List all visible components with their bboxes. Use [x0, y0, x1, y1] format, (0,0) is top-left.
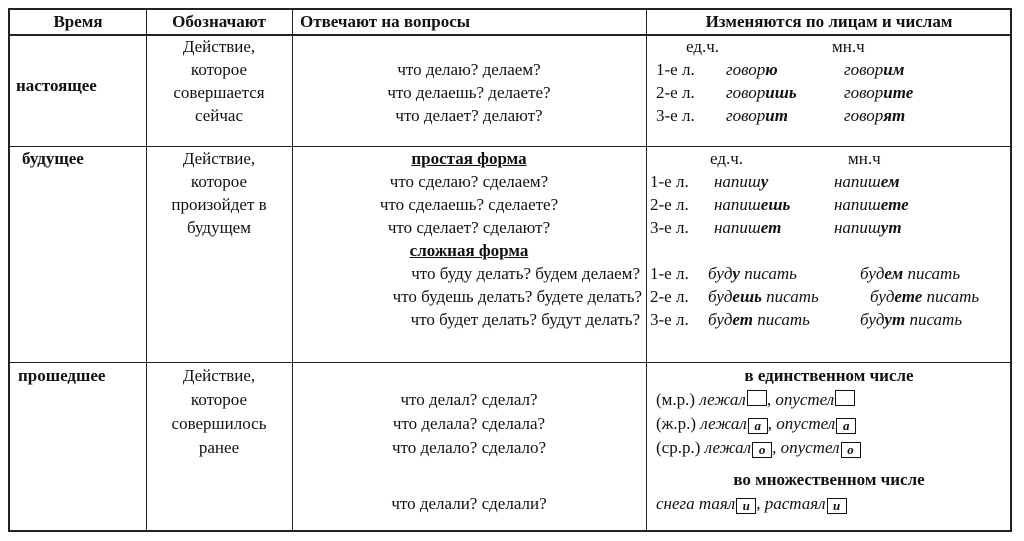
ending-box: и — [827, 498, 847, 514]
tense-past: прошедшее — [18, 366, 106, 385]
verb-form: буду писать — [708, 264, 797, 283]
singular-label: ед.ч. — [710, 149, 744, 168]
meaning-line: сейчас — [194, 106, 244, 125]
ending-box: а — [748, 418, 768, 434]
person-label: 1-е л. — [656, 60, 695, 79]
ending-box — [747, 390, 767, 406]
tense-table — [8, 8, 1012, 532]
person-label: 2-е л. — [650, 287, 689, 306]
verb-form: напишешь — [714, 195, 791, 214]
question-line: что делаю? делаем? — [397, 60, 541, 79]
meaning-line: будущем — [187, 218, 251, 237]
ending-box: а — [836, 418, 856, 434]
header-questions: Отвечают на вопросы — [300, 12, 471, 31]
past-form-row: (м.р.) лежал , опустел — [656, 390, 855, 410]
meaning-line: Действие, — [182, 149, 256, 168]
verb-form: напишет — [714, 218, 782, 237]
verb-form: говорят — [844, 106, 906, 125]
meaning-line: которое — [190, 60, 248, 79]
past-plural-row: снега таял и , растаял и — [656, 494, 847, 514]
plural-label: мн.ч — [832, 37, 865, 56]
question-line: что будешь делать? будете делать? — [392, 287, 642, 306]
verb-form: будешь писать — [708, 287, 819, 306]
question-line: что будет делать? будут делать? — [410, 310, 640, 329]
person-label: 2-е л. — [650, 195, 689, 214]
plural-title: во множественном числе — [733, 470, 925, 489]
person-label: 2-е л. — [656, 83, 695, 102]
verb-form: напишут — [834, 218, 902, 237]
meaning-line: совершается — [173, 83, 265, 102]
ending-box: о — [841, 442, 861, 458]
plural-label: мн.ч — [848, 149, 881, 168]
verb-form: будем писать — [860, 264, 961, 283]
meaning-line: ранее — [198, 438, 240, 457]
question-line: что делал? сделал? — [400, 390, 538, 409]
verb-form: напишем — [834, 172, 900, 191]
question-line: что сделаешь? сделаете? — [379, 195, 559, 214]
meaning-line: Действие, — [182, 37, 256, 56]
tense-future: будущее — [22, 149, 84, 168]
question-line: что делала? сделала? — [392, 414, 546, 433]
header-time: Время — [53, 12, 103, 31]
past-form-row: (ж.р.) лежал а , опустел а — [656, 414, 856, 434]
row-divider — [10, 362, 1010, 363]
verb-form: будете писать — [870, 287, 980, 306]
past-form-row: (ср.р.) лежал о , опустел о — [656, 438, 861, 458]
verb-form: говорит — [726, 106, 788, 125]
verb-form: будет писать — [708, 310, 810, 329]
header-divider — [10, 34, 1010, 36]
col-divider — [646, 10, 647, 530]
person-label: 1-е л. — [650, 172, 689, 191]
meaning-line: совершилось — [171, 414, 267, 433]
ending-box — [835, 390, 855, 406]
meaning-line: произойдет в — [171, 195, 267, 214]
question-line: что делает? делают? — [395, 106, 543, 125]
row-divider — [10, 146, 1010, 147]
verb-form: напишете — [834, 195, 909, 214]
meaning-line: которое — [190, 172, 248, 191]
question-line: что сделаю? сделаем? — [389, 172, 549, 191]
question-line: что делаешь? делаете? — [387, 83, 551, 102]
meaning-line: Действие, — [182, 366, 256, 385]
question-line: что сделает? сделают? — [387, 218, 551, 237]
verb-form: говорю — [726, 60, 778, 79]
person-label: 3-е л. — [650, 218, 689, 237]
ending-box: и — [736, 498, 756, 514]
singular-label: ед.ч. — [686, 37, 720, 56]
verb-form: будут писать — [860, 310, 963, 329]
complex-form-title: сложная форма — [409, 241, 529, 260]
question-line: что делали? сделали? — [391, 494, 547, 513]
header-meaning: Обозначают — [172, 12, 266, 31]
verb-form: говоришь — [726, 83, 797, 102]
ending-box: о — [752, 442, 772, 458]
simple-form-title: простая форма — [411, 149, 527, 168]
person-label: 3-е л. — [656, 106, 695, 125]
tense-present: настоящее — [16, 76, 97, 95]
person-label: 3-е л. — [650, 310, 689, 329]
question-line: что буду делать? будем делаем? — [411, 264, 640, 283]
header-changes: Изменяются по лицам и числам — [705, 12, 953, 31]
person-label: 1-е л. — [650, 264, 689, 283]
verb-form: говорим — [844, 60, 905, 79]
verb-form: говорите — [844, 83, 914, 102]
singular-title: в единственном числе — [744, 366, 914, 385]
question-line: что делало? сделало? — [391, 438, 547, 457]
meaning-line: которое — [190, 390, 248, 409]
verb-form: напишу — [714, 172, 769, 191]
